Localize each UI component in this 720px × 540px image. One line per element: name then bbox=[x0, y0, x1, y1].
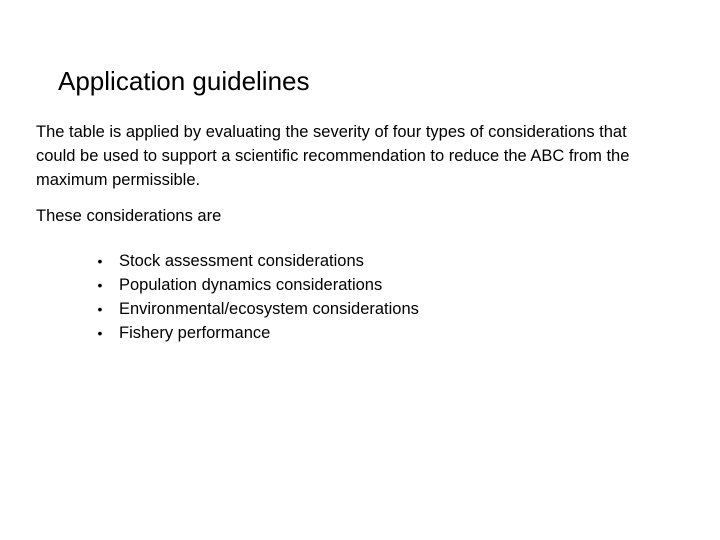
bullet-text: Fishery performance bbox=[119, 324, 271, 342]
bullet-text: Environmental/ecosystem considerations bbox=[119, 300, 419, 318]
slide-title: Application guidelines bbox=[58, 66, 310, 96]
bullet-text: Stock assessment considerations bbox=[119, 252, 364, 270]
bullet-dot-icon: • bbox=[97, 325, 103, 341]
list-item bbox=[93, 273, 423, 297]
bullet-dot-icon: • bbox=[97, 301, 103, 317]
lead-text: These considerations are bbox=[36, 207, 222, 225]
list-item bbox=[93, 297, 423, 321]
bullet-text: Population dynamics considerations bbox=[119, 276, 383, 294]
list-item bbox=[93, 249, 423, 273]
bullet-list bbox=[93, 249, 423, 345]
bullet-dot-icon: • bbox=[97, 277, 103, 293]
intro-paragraph: The table is applied by evaluating the severity of four types of considerations that could be used to support a scientific recommendation to reduce the ABC from the maximum permissible. bbox=[36, 123, 630, 189]
bullet-dot-icon: • bbox=[97, 253, 103, 269]
list-item bbox=[93, 321, 423, 345]
